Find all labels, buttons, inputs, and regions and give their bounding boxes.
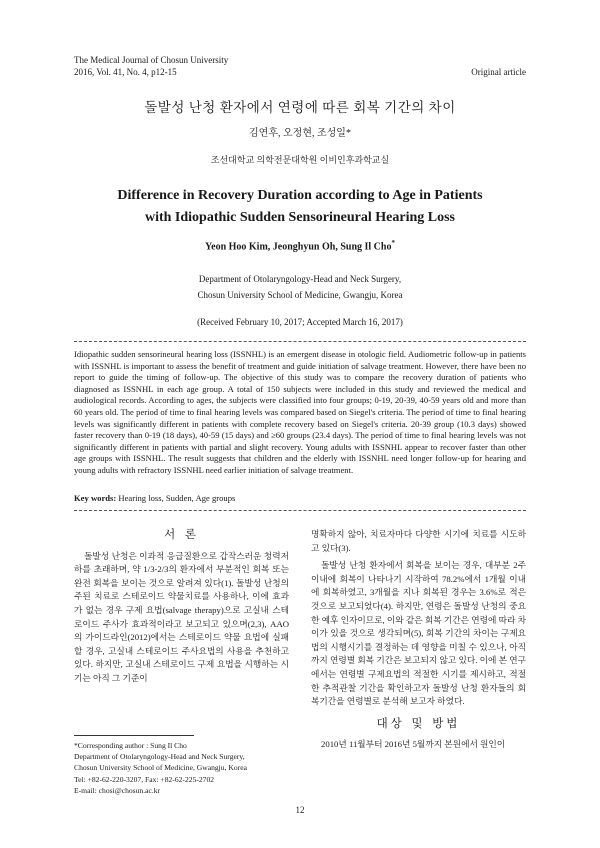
journal-info (74, 55, 228, 78)
keywords-label: Key words: (74, 493, 117, 503)
corresponding-mark: * (391, 239, 395, 247)
right-column (311, 528, 526, 756)
section-methods-heading: 대상 및 방법 (376, 715, 461, 730)
article-type: Original article (471, 67, 526, 77)
korean-affiliation: 조선대학교 의학전문대학원 이비인후과학교실 (210, 155, 390, 165)
footnote-school: Chosun University School of Medicine, Gwangju, Korea (74, 763, 247, 773)
english-title (60, 185, 540, 229)
journal-name: The Medical Journal of Chosun University (74, 55, 229, 65)
abstract-bottom-divider (74, 510, 526, 511)
keywords (74, 493, 526, 503)
left-column (74, 528, 289, 690)
korean-title: 돌발성 난청 환자에서 연령에 따른 회복 기간의 차이 (144, 100, 456, 115)
page-number: 12 (295, 805, 305, 815)
english-authors-names: Yeon Hoo Kim, Jeonghyun Oh, Sung Il Cho (205, 241, 392, 253)
english-affiliation (0, 271, 600, 303)
english-affiliation-line2: Chosun University School of Medicine, Gwangju, Korea (197, 290, 403, 300)
received-dates: (Received February 10, 2017; Accepted March 16, 2017) (197, 317, 403, 327)
abstract: Idiopathic sudden sensorineural hearing loss (ISSNHL) is an emergent disease in otologic field. Audiometric follow-up in patients with ISSNHL is important to assess the benefit of treatment and guide initiation of salvage treatment. However, there have been no report to guide the timing of follow-up. The objective of this study was to compare the recovery duration of patients who diagnosed as ISSNHL in each age group. A total of 150 subjects were included in this study and reviewed the medical and audiological records. According to ages, the subjects were classified into four groups; 0-19, 20-39, 40-59 years old and more than 60 years old. The period of time to final hearing levels was compared based on Siegel's criteria. The period of time to final hearing levels was significantly different in patients with complete recovery based on Siegel's criteria. 20-39 group (10.3 days) showed faster recovery than 0-19 (18 days), 40-59 (15 days) and ≥60 groups (23.4 days). The period of time to final hearing levels was not significantly different in patients with partial and slight recovery. Young adults with ISSNHL appear to recover faster than other age groups with ISSNHL. The result suggests that children and the elderly with ISSNHL need longer follow-up for hearing and young adults with refractory ISSNHL need earlier initiation of salvage treatment. (74, 349, 526, 475)
intro-continued-paragraph: 명확하지 않아, 치료자마다 다양한 시기에 치료를 시도하고 있다(3). (311, 529, 526, 553)
intro-paragraph: 돌발성 난청은 이과적 응급질환으로 갑작스러운 청력저하를 초래하며, 약 1/3-2/3의 환자에서 부분적인 회복 또는 완전 회복을 보이는 것으로 알려져 있다(1). 돌발성 난청의 주된 치료로 스테로이드 약물치료를 사용하나, 이에 효과가 없는 경우 구제 요법(salvage therapy)으로 고실내 스테로이드 주사가 효과적이라고 보고되고 있으며(2,3), AAO의 가이드라인(2012)에서는 스테로이드 약물 요법에 실패할 경우, 고실내 스테로이드 주사요법의 사용을 추천하고 있다. 하지만, 고실내 스테로이드 구제 요법을 시행하는 시기는 아직 그 기준이 (74, 550, 289, 683)
korean-authors: 김연후, 오정현, 조성일* (249, 128, 351, 139)
section-introduction-heading: 서 론 (164, 527, 199, 541)
footnote-dept: Department of Otolaryngology-Head and Neck Surgery, (74, 752, 245, 762)
english-title-line2: with Idiopathic Sudden Sensorineural Hearing Loss (144, 210, 455, 225)
footnote-author: *Corresponding author : Sung Il Cho (74, 741, 187, 750)
footnote-email: E-mail: chosi@chosun.ac.kr (74, 785, 161, 795)
keywords-value: Hearing loss, Sudden, Age groups (116, 493, 236, 503)
english-title-line1: Difference in Recovery Duration according to Age in Patients (117, 188, 483, 203)
english-authors (0, 239, 600, 252)
corresponding-footnote (74, 740, 247, 796)
abstract-top-divider (74, 341, 526, 342)
journal-volume: 2016, Vol. 41, No. 4, p12-15 (74, 66, 177, 77)
english-affiliation-line1: Department of Otolaryngology-Head and Neck Surgery, (198, 274, 402, 284)
methods-paragraph: 2010년 11월부터 2016년 5월까지 본원에서 원인이 (321, 739, 506, 750)
footnote-phone: Tel: +82-62-220-3207, Fax: +82-62-225-2702 (74, 774, 215, 784)
footnote-divider (74, 735, 194, 736)
intro-paragraph-2: 돌발성 난청 환자에서 회복을 보이는 경우, 대부분 2주 이내에 회복이 나타나기 시작하여 78.2%에서 1개월 이내에 회복하였고, 3개월을 지나 회복된 경우는 3.6%로 적은 것으로 보고되었다(4). 하지만, 연령은 돌발성 난청의 중요한 예후 인자이므로, 이와 같은 회복 기간은 연령에 따라 차이가 있을 것으로 생각되며(5), 회복 기간의 차이는 구제요법의 시행시기를 결정하는 데 영향을 미칠 수 있으나, 아직까지 연령별 회복 기간은 보고되지 않고 있다. 이에 본 연구에서는 연령별 구제요법의 적절한 시기를 제시하고, 적절한 추적관찰 기간을 확인하고자 돌발성 난청 환자들의 회복기간을 연령별로 분석해 보고자 하였다. (311, 560, 526, 707)
